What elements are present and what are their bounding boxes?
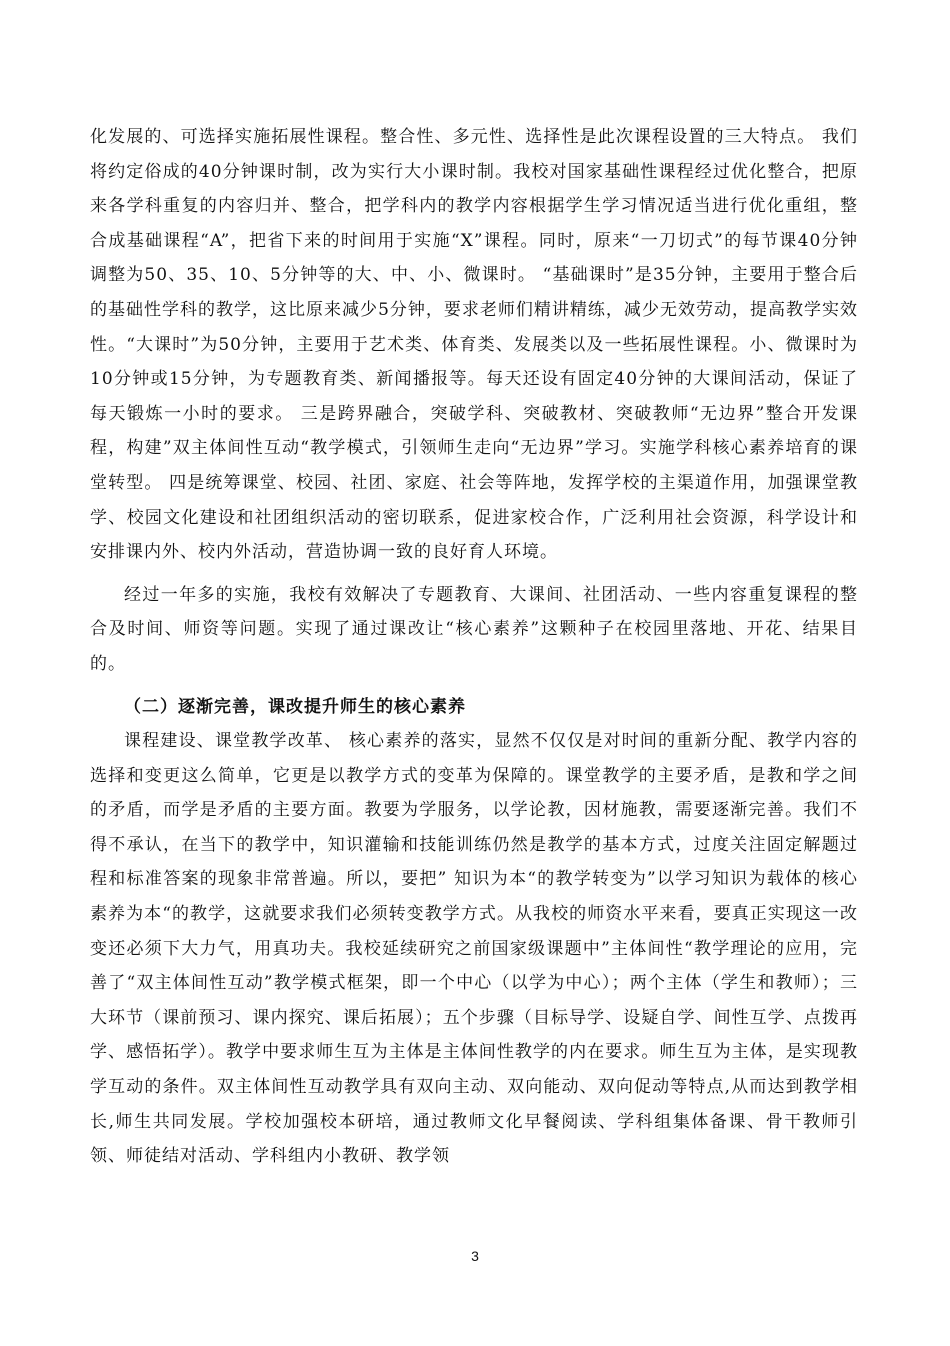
- paragraph-3: 课程建设、课堂教学改革、 核心素养的落实，显然不仅仅是对时间的重新分配、教学内容的选择和变更这么简单，它更是以教学方式的变革为保障的。课堂教学的主要矛盾，是教和学之间的矛盾，而学是矛盾的主要方面。教要为学服务，以学论教，因材施教，需要逐渐完善。我们不得不承认，在当下的教学中，知识灌输和技能训练仍然是教学的基本方式，过度关注固定解题过程和标准答案的现象非常普遍。所以，要把” 知识为本“的教学转变为”以学习知识为载体的核心素养为本“的教学，这就要求我们必须转变教学方式。从我校的师资水平来看，要真正实现这一改变还必须下大力气，用真功夫。我校延续研究之前国家级课题中”主体间性“教学理论的应用，完善了“双主体间性互动”教学模式框架，即一个中心（以学为中心）；两个主体（学生和教师）；三大环节（课前预习、课内探究、课后拓展）；五个步骤（目标导学、设疑自学、间性互学、点拨再学、感悟拓学）。教学中要求师生互为主体是主体间性教学的内在要求。师生互为主体，是实现教学互动的条件。双主体间性互动教学具有双向主动、双向能动、双向促动等特点,从而达到教学相长,师生共同发展。学校加强校本研培，通过教师文化早餐阅读、学科组集体备课、骨干教师引领、师徒结对活动、学科组内小教研、教学领: [90, 731, 858, 1167]
- section-heading: （二）逐渐完善，课改提升师生的核心素养: [124, 696, 466, 717]
- page-content: [90, 120, 858, 1182]
- paragraph-1: 化发展的、可选择实施拓展性课程。整合性、多元性、选择性是此次课程设置的三大特点。 我们将约定俗成的40分钟课时制，改为实行大小课时制。我校对国家基础性课程经过优化整合，把原来各学科重复的内容归并、整合，把学科内的教学内容根据学生学习情况适当进行优化重组，整合成基础课程“A”，把省下来的时间用于实施“X”课程。同时，原来“一刀切式”的每节课40分钟调整为50、35、10、5分钟等的大、中、小、微课时。 “基础课时”是35分钟，主要用于整合后的基础性学科的教学，这比原来减少5分钟，要求老师们精讲精练，减少无效劳动，提高教学实效性。“大课时”为50分钟，主要用于艺术类、体育类、发展类以及一些拓展性课程。小、微课时为10分钟或15分钟，为专题教育类、新闻播报等。每天还设有固定40分钟的大课间活动，保证了每天锻炼一小时的要求。 三是跨界融合，突破学科、突破教材、突破教师“无边界”整合开发课程，构建”双主体间性互动“教学模式，引领师生走向“无边界”学习。实施学科核心素养培育的课堂转型。 四是统筹课堂、校园、社团、家庭、社会等阵地，发挥学校的主渠道作用，加强课堂教学、校园文化建设和社团组织活动的密切联系，促进家校合作，广泛利用社会资源，科学设计和安排课内外、校内外活动，营造协调一致的良好育人环境。: [90, 127, 858, 563]
- paragraph-2: 经过一年多的实施，我校有效解决了专题教育、大课间、社团活动、一些内容重复课程的整合及时间、师资等问题。实现了通过课改让“核心素养”这颗种子在校园里落地、开花、结果目的。: [90, 584, 858, 674]
- page-number: 3: [471, 1248, 479, 1264]
